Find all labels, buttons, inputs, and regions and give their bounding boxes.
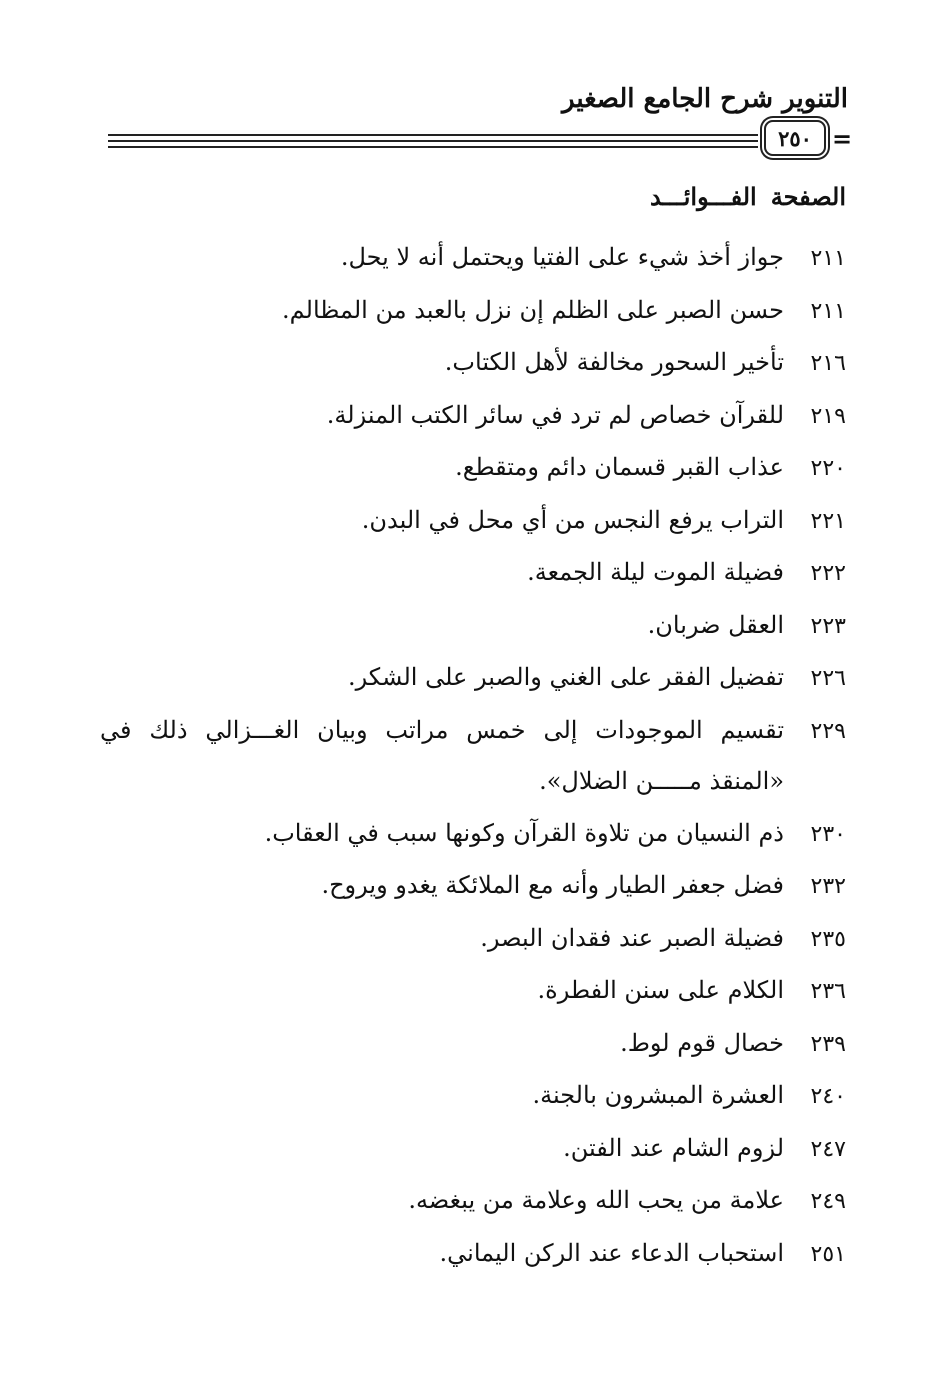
entry-page: ٢٣٠ [810,821,846,847]
entry-text: فضيلة الموت ليلة الجمعة. [527,558,784,586]
entry-page: ٢١٦ [810,351,846,376]
header-rule [108,140,758,142]
entry-text: عذاب القبر قسمان دائم ومتقطع. [455,453,784,481]
entry-page: ٢٣٩ [810,1031,846,1057]
entry-text: حسن الصبر على الظلم إن نزل بالعبد من المظالم. [282,295,784,324]
index-entry [100,808,846,861]
entry-page: ٢٢١ [810,508,846,534]
entry-page: ٢٢٦ [810,666,846,691]
index-entry [100,652,846,705]
entry-page: ٢٥١ [810,1241,846,1267]
index-entry [100,547,846,600]
page-number-badge [764,120,826,156]
entry-page: ٢٤٠ [810,1084,846,1109]
entry-text: جواز أخذ شيء على الفتيا ويحتمل أنه لا يحل. [340,243,784,271]
index-entry [100,442,846,495]
topic-column-label: الفـــوائـــد [650,182,757,211]
index-entry [100,495,846,548]
entry-page: ٢٢٩ [810,718,846,744]
entry-page: ٢٢٢ [810,561,846,586]
index-entry [100,965,846,1018]
index-entry [100,600,846,653]
index-entry [100,337,846,390]
index-entry [100,1070,846,1123]
index-entry [100,1175,846,1228]
entry-text: استحباب الدعاء عند الركن اليماني. [439,1238,784,1267]
entry-page: ٢١١ [810,298,846,324]
index-column-header [636,182,846,211]
entry-text: تأخير السحور مخالفة لأهل الكتاب. [444,348,784,376]
entry-text: التراب يرفع النجس من أي محل في البدن. [361,505,784,534]
index-entry [100,1123,846,1176]
entry-page: ٢١١ [810,246,846,271]
index-entry [100,285,846,338]
entry-page: ٢٣٢ [810,874,846,899]
entry-text: ذم النسيان من تلاوة القرآن وكونها سبب في العقاب. [264,818,784,847]
entry-page: ٢٢٣ [810,613,846,639]
entry-text: للقرآن خصاص لم ترد في سائر الكتب المنزلة. [326,400,784,429]
entry-page: ٢٣٦ [810,979,846,1004]
book-title: التنوير شرح الجامع الصغير [562,84,848,114]
entry-text: العقل ضربان. [647,610,784,639]
entry-text: العشرة المبشرون بالجنة. [532,1081,784,1109]
page-column-label: الصفحة [770,182,846,211]
page-number-dash: = [832,124,853,153]
index-entry [100,705,846,808]
entry-text: الكلام على سنن الفطرة. [537,976,784,1004]
header-rule [108,146,758,148]
entry-page: ٢٤٩ [810,1189,846,1214]
index-entry [100,913,846,966]
page-number: ٢٥٠ [778,125,812,151]
entry-text: تقسيم الموجودات إلى خمس مراتب وبيان الغـــزالي ذلك في «المنقذ مـــــن الضلال». [100,715,784,795]
index-entry [100,232,846,285]
index-list [100,232,846,1280]
entry-text: لزوم الشام عند الفتن. [563,1133,784,1162]
entry-text: فضيلة الصبر عند فقدان البصر. [480,923,784,952]
index-entry [100,1228,846,1281]
entry-text: علامة من يحب الله وعلامة من يبغضه. [408,1186,784,1214]
index-entry [100,860,846,913]
index-entry [100,1018,846,1071]
entry-page: ٢٤٧ [810,1136,846,1162]
entry-page: ٢١٩ [810,403,846,429]
index-entry [100,390,846,443]
entry-text: فضل جعفر الطيار وأنه مع الملائكة يغدو ويروح. [321,871,784,899]
header-rule [108,134,758,136]
entry-page: ٢٢٠ [810,456,846,481]
entry-page: ٢٣٥ [810,926,846,952]
entry-text: تفضيل الفقر على الغني والصبر على الشكر. [347,663,784,691]
entry-text: خصال قوم لوط. [620,1028,784,1057]
